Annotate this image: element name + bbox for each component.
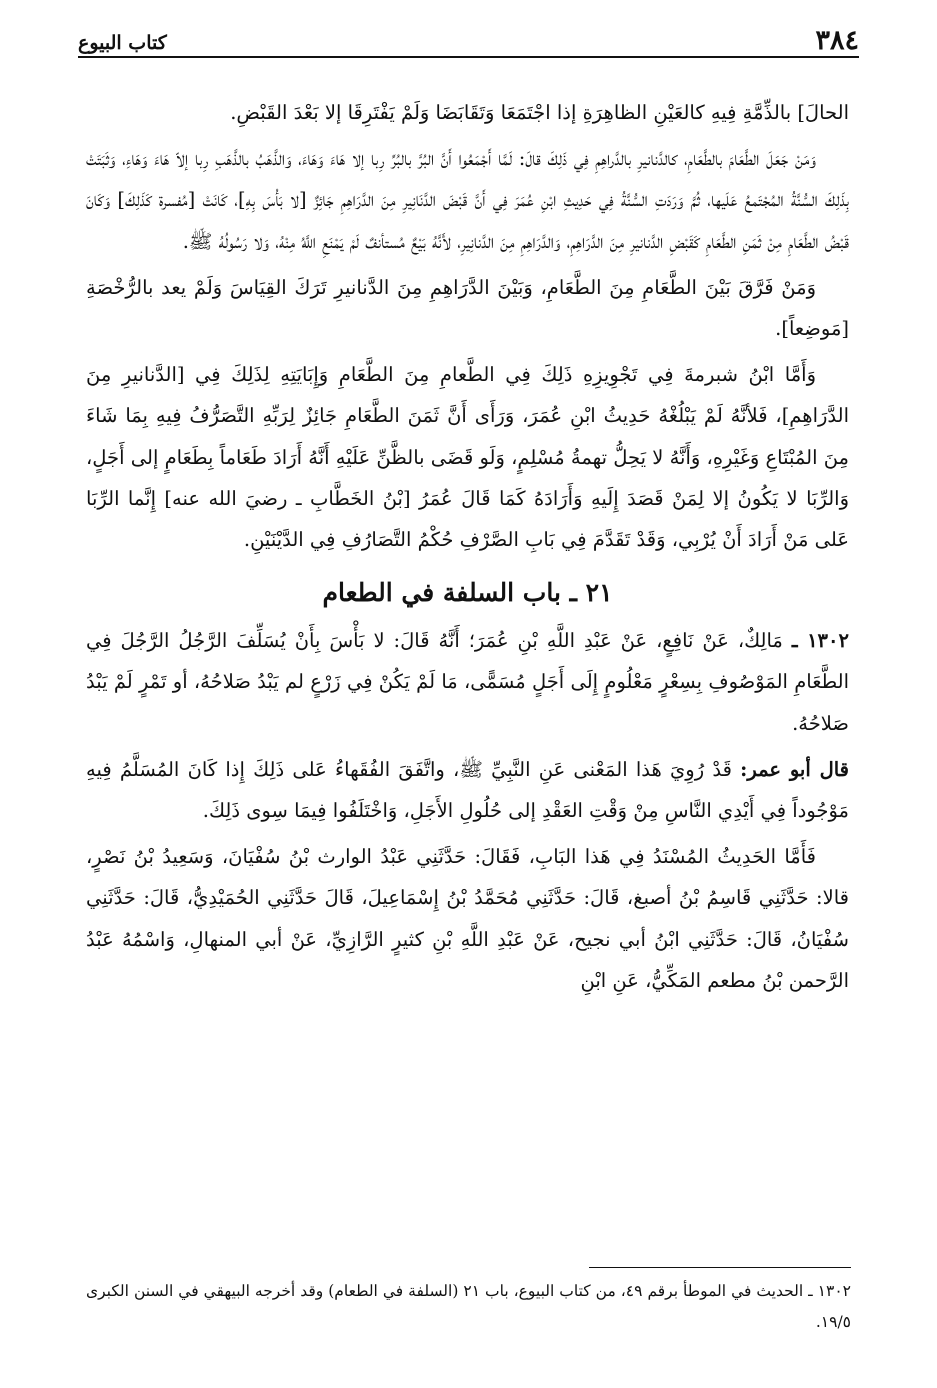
page-header [78, 26, 859, 58]
commentary-lead: قال أبو عمر: [740, 757, 850, 781]
paragraph: وَمَنْ فَرَّقَ بَيْنَ الطَّعَامِ مِنَ الطَّعَامِ، وَبَيْنَ الدَّرَاهِمِ مِنَ الدَّنانيرِ تَرَكَ القِيَاسَ وَلَمْ يعد بالرُّخْصَةِ [مَوضِعاً]. [86, 275, 849, 341]
paragraph: وَمَنْ جَعَلَ الطَّعَامَ بالطَّعَامِ، كالدَّنانيرِ بالدَّراهِمِ فِي ذَلِكَ قالَ: لَمَّا أَجْمَعُوا أَنَّ البُرَّ بالبُرِّ رِبا إلا هَاءَ وَهَاءَ، وَالذَّهَبُ بالذَّهَبِ رِبا إلاّ هَاءَ وَهَاءِ، وَثَبَتَتْ بِذَلِكَ السُّنَّةُ المُجْتَمعُ عَلَيها، ثُمَّ وَرَدَتِ السُّنَّةُ فِي حَدِيثِ ابْنِ عُمَرَ فِي أَنَّ قَبْضَ الدَّنَانِيرِ مِنَ الدَّرَاهِمِ جَائِزٌ [لا بَأْسَ بِهِ]، كَانَتْ [مُفسرة كَذَلِكَ] وَكَانَ قَبْضُ الطَّعَامِ مِنْ ثَمَنِ الطَّعَامِ كَقَبْضِ الدَّنانيرِ مِنَ الدَّرَاهِمِ، وَالدَّرَاهِمِ مِنَ الدَّنانِيرِ، لأَنَّهُ بَيْعٌ مُستأنفٌ لَمْ يَمْنَعِ اللَّهُ مِنْهُ، وَلا رَسُولُهُ ﷺ. [86, 147, 849, 253]
hadith-paragraph [86, 620, 849, 744]
commentary-text: قَدْ رُوِيَ هَذا المَعْنى عَنِ النَّبِيِّ ﷺ، واتَّفَقَ الفُقَهاءُ عَلى ذَلِكَ إِذا كَانَ المُسَلَّمُ فِيهِ مَوْجُوداً فِي أَيْدِي النَّاسِ مِنْ وَقْتِ العَقْدِ إلى حُلُولِ الأَجَلِ، وَاخْتَلَفُوا فِيمَا سِوى ذَلِكَ. [86, 757, 849, 823]
footnote: ١٣٠٢ ـ الحديث في الموطأ برقم ٤٩، من كتاب البيوع، باب ٢١ (السلفة في الطعام) وقد أخرجه البيهقي في السنن الكبرى ١٩/٥. [86, 1282, 851, 1331]
footnote-separator [589, 1267, 851, 1268]
paragraph: الحالَ] بالذِّمَّةِ فِيهِ كالعَيْنِ الظاهِرَةِ إذا اجْتَمَعَا وَتَقَابَضَا وَلَمْ يَفْتَرِقَا إلا بَعْدَ القَبْضِ. [230, 101, 849, 124]
page-number: ٣٨٤ [815, 25, 859, 56]
main-text [86, 92, 849, 1001]
running-title: كتاب البيوع [78, 32, 167, 54]
commentary-paragraph [86, 749, 849, 831]
hadith-number: ١٣٠٢ ـ [791, 629, 849, 653]
section-heading: ٢١ ـ باب السلفة في الطعام [322, 578, 613, 608]
paragraph: وَأَمَّا ابْنُ شبرمةَ فِي تَجْوِيزِهِ ذَلِكَ فِي الطَّعامِ مِنَ الطَّعَامِ وَإِبَايَتِهِ لِذَلِكَ فِي [الدَّنانيرِ مِنَ الدَّرَاهِمِ]، فَلأنَّهُ لَمْ يَبْلُغْهُ حَدِيثُ ابْنِ عُمَرَ، وَرَأَى أَنَّ ثَمَنَ الطَّعَامِ جَائِزٌ لِرَبِّهِ التَّصَرُّفُ فِيهِ بِمَا شَاءَ مِنَ المُبْتَاعِ وَغَيْرِهِ، وَأَنَّهُ لا يَحِلُّ تهمةُ مُسْلِمٍ، وَلَو قَضَى بالظَّنِّ عَلَيْهِ أَنَّهُ أَرَادَ طَعَاماً بِطَعَامٍ إلى أَجَلٍ، وَالرِّبَا لا يَكُونُ إلا لِمَنْ قَصَدَ إِلَيهِ وَأَرَادَهُ كَمَا قَالَ عُمَرُ [بْنُ الخَطَّابِ ـ رضيَ الله عنه] إِنَّما الرِّبَا عَلى مَنْ أَرَادَ أَنْ يُرْبِي، وَقَدْ تَقَدَّمَ فِي بَابِ الصَّرْفِ حُكْمُ التَّصَارُفِ فِي الدَّيْنَيْنِ. [86, 363, 849, 552]
isnad-paragraph: فَأَمَّا الحَدِيثُ المُسْنَدُ فِي هَذا البَابِ، فَقَالَ: حَدَّثَنِي عَبْدُ الوارث بْنُ سُفْيَانَ، وَسَعِيدُ بْنُ نَصْرٍ، قالا: حَدَّثَنِي قَاسِمُ بْنُ أصبغ، قَالَ: حَدَّثَنِي مُحَمَّدُ بْنُ إِسْمَاعِيلَ، قَالَ حَدَّثَنِي الحُمَيْدِيُّ، قَالَ: حَدَّثَنِي سُفْيَانُ، قَالَ: حَدَّثَنِي ابْنُ أبي نجيح، عَنْ عَبْدِ اللَّهِ بْنِ كثيرٍ الرَّازِيِّ، عَنْ أبي المنهالِ، وَاسْمُهُ عَبْدُ الرَّحمن بْنُ مطعم المَكِّيُّ، عَنِ ابْنِ [86, 845, 849, 992]
hadith-text: مَالِكٌ، عَنْ نَافِعٍ، عَنْ عَبْدِ اللَّهِ بْنِ عُمَرَ؛ أَنَّهُ قَالَ: لا بَأْسَ بِأَنْ يُسَلِّفَ الرَّجُلُ الرَّجُلَ فِي الطَّعَامِ المَوْصُوفِ بِسِعْرٍ مَعْلُومٍ إِلَى أَجَلٍ مُسَمًّى، مَا لَمْ يَكُنْ فِي زَرْعٍ لم يَبْدُ صَلاحُهُ، أو تَمْرٍ لَمْ يَبْدُ صَلاحُهُ. [86, 629, 849, 735]
